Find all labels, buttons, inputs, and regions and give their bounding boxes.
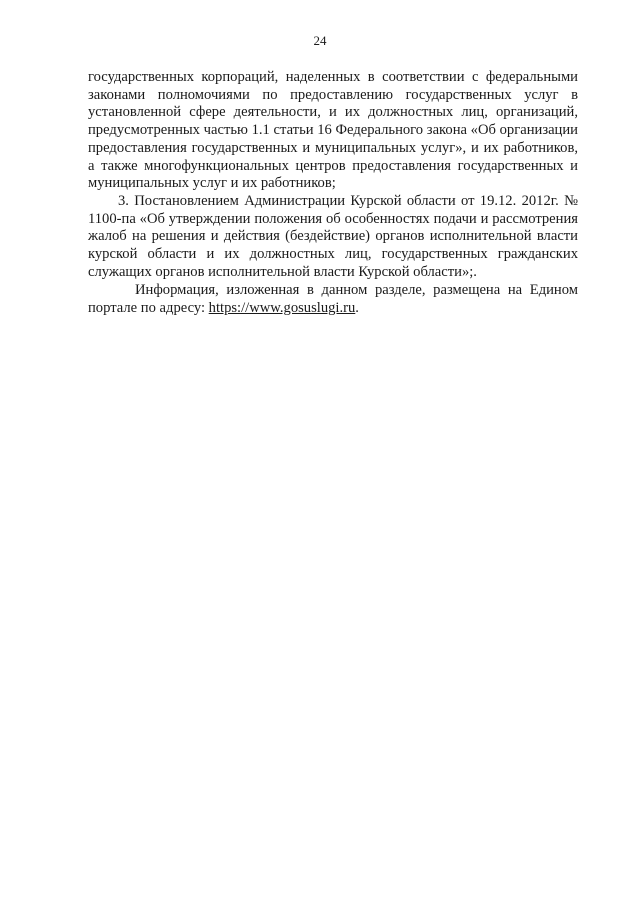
gosuslugi-link[interactable]: https://www.gosuslugi.ru — [208, 300, 356, 317]
information-text: Информация, изложенная в данном разделе, размещена на Едином портале по адресу: — [88, 282, 578, 317]
paragraph-corporations: государственных корпораций, наделенных в соответствии с федеральными законами полномочиями по предоставлению государственных услуг в установленной сфере деятельности, и их должностных лиц, организаций, предусмотренных частью 1.1 статьи 16 Федерального закона «Об организации предоставления государственных и муниципальных услуг», и их работников, а также многофункциональных центров предоставления государственных и муниципальных услуг и их работников; — [88, 69, 578, 192]
information-text-end: . — [355, 300, 359, 317]
paragraph-information — [88, 282, 578, 317]
paragraph-resolution-kursk: 3. Постановлением Администрации Курской области от 19.12. 2012г. № 1100-па «Об утверждении положения об особенностях подачи и рассмотрения жалоб на решения и действия (бездействие) органов исполнительной власти курской области и их должностных лиц, государственных гражданских служащих органов исполнительной власти Курской области»;. — [88, 192, 578, 280]
document-body — [88, 69, 578, 318]
page-number: 24 — [313, 33, 327, 48]
